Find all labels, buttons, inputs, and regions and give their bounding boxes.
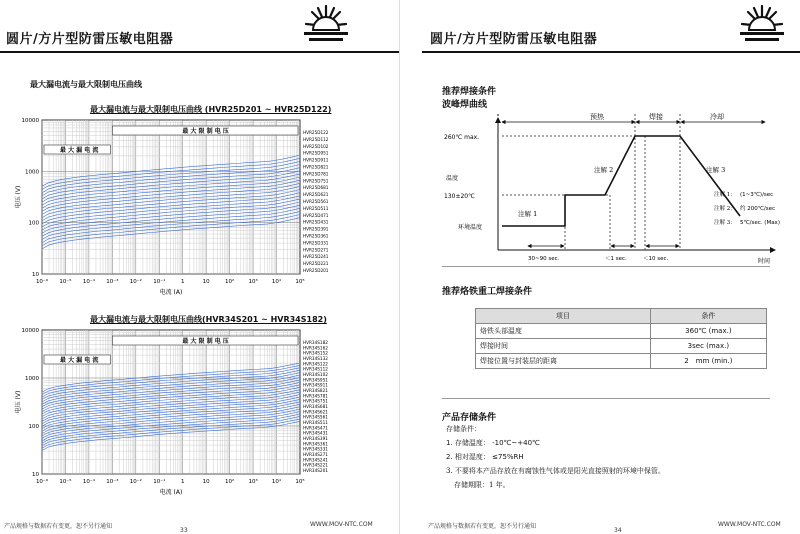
storage-title: 产品存储条件 — [442, 413, 497, 423]
curve-model-label: HVR34S751 — [303, 398, 328, 404]
x-tick-label: 10⁻⁴ — [82, 479, 95, 485]
curve-model-label: HVR34S162 — [303, 345, 328, 351]
curve-model-label: HVR34S241 — [303, 457, 328, 463]
curve-model-label: HVR25D102 — [303, 143, 329, 149]
leakage-current-label: 最 大 漏 电 流 — [60, 357, 99, 364]
curve-model-label: HVR34S561 — [303, 414, 328, 420]
x-tick-label: 10⁻⁴ — [82, 279, 95, 285]
curve-model-label: HVR34S132 — [303, 356, 328, 361]
duration1-label: 30~90 sec. — [528, 256, 560, 262]
phase-cool-label: 冷却 — [710, 113, 724, 121]
footer-disclaimer: 产品规格与数据若有变更，恕不另行通知 — [4, 523, 113, 530]
x-tick-label: 10⁵ — [295, 279, 305, 285]
clamp-voltage-label: 最 大 限 制 电 压 — [182, 128, 229, 135]
storage-temp: 1. 存储温度： -10℃~+40℃ — [446, 439, 540, 447]
curve-model-label: HVR34S951 — [303, 377, 328, 383]
x-tick-label: 10⁴ — [271, 279, 282, 285]
x-tick-label: 10⁻¹ — [153, 279, 166, 285]
footer-disclaimer: 产品规格与数据若有变更，恕不另行通知 — [428, 523, 537, 530]
temp-axis-label: 温度 — [446, 175, 459, 182]
note3-label: 注解 3 — [706, 166, 726, 174]
x-tick-label: 10⁻² — [129, 479, 142, 485]
vi-curve-chart-hvr34s — [0, 322, 380, 500]
curve-model-label: HVR34S182 — [303, 340, 328, 345]
phase-preheat-label: 预热 — [590, 113, 604, 121]
ambient-temp-label: 环境温度 — [458, 224, 483, 231]
footer-website: WWW.MOV-NTC.COM — [718, 521, 781, 528]
curve-model-label: HVR25D122 — [303, 130, 329, 135]
y-tick-label: 100 — [28, 220, 39, 227]
curve-model-label: HVR25D681 — [303, 185, 329, 191]
storage-period: 存储期限：1 年。 — [454, 481, 510, 489]
chart2-title: 最大漏电流与最大限制电压曲线(HVR34S201 ~ HVR34S182) — [90, 315, 327, 324]
legend-note2-label: 注解 2： — [714, 206, 736, 212]
x-tick-label: 10⁻⁵ — [59, 279, 72, 285]
curve-model-label: HVR34S471 — [303, 425, 328, 431]
solder-title: 推荐焊接条件 — [442, 87, 497, 97]
plot-frame — [42, 120, 300, 274]
curve-model-label: HVR25D751 — [303, 178, 329, 184]
curve-model-label: HVR34S122 — [303, 361, 328, 367]
legend-note3-value: 5℃/sec. (Max) — [740, 220, 780, 226]
curve-model-label: HVR34S681 — [303, 404, 328, 409]
legend-note3-label: 注解 3： — [714, 220, 736, 226]
vi-curve-chart-hvr25d — [0, 112, 380, 300]
iron-solder-title: 推荐烙铁重工焊接条件 — [442, 287, 533, 297]
table-cell-condition: 2 mm (min.) — [650, 354, 766, 369]
table-header-item: 项目 — [476, 309, 651, 324]
x-tick-label: 1 — [180, 279, 185, 285]
y-tick-label: 1000 — [25, 376, 39, 382]
chart1-title: 最大漏电流与最大限制电压曲线 (HVR25D201 ~ HVR25D122) — [90, 105, 332, 114]
wave-solder-profile-diagram — [440, 108, 780, 268]
storage-note: 3. 不要将本产品存放在有腐蚀性气体或是阳光直接照射的环境中保管。 — [446, 467, 665, 475]
page-header-title: 圆片/方片型防雷压敏电阻器 — [6, 32, 174, 47]
header-rule — [0, 51, 400, 53]
page-header-title: 圆片/方片型防雷压敏电阻器 — [430, 32, 598, 47]
x-tick-label: 10² — [225, 479, 235, 485]
duration2-label: ＜1 sec. — [605, 256, 627, 262]
curve-model-label: HVR25D391 — [303, 226, 329, 232]
table-cell-item: 焊接位置与封装层的距离 — [476, 354, 651, 369]
x-tick-label: 1 — [180, 479, 185, 485]
curve-model-label: HVR25D821 — [303, 164, 329, 170]
y-tick-label: 1000 — [25, 169, 39, 176]
table-header-condition: 条件 — [650, 309, 766, 324]
x-tick-label: 10⁴ — [271, 479, 282, 485]
curve-model-label: HVR34S511 — [303, 420, 328, 425]
clamp-voltage-label: 最 大 限 制 电 压 — [182, 338, 229, 345]
divider-rule — [442, 398, 770, 399]
legend-note1-label: 注解 1： — [714, 192, 736, 198]
curve-model-label: HVR34S221 — [303, 462, 328, 468]
sun-logo-icon — [304, 2, 348, 46]
divider-rule — [442, 266, 770, 267]
page-number: 34 — [614, 527, 622, 534]
curve-model-label: HVR25D221 — [303, 261, 329, 267]
table-row — [476, 354, 767, 369]
table-row — [476, 324, 767, 339]
page-number: 33 — [180, 527, 188, 534]
page-34 — [400, 0, 800, 534]
curve-model-label: HVR25D511 — [303, 205, 329, 211]
x-tick-label: 10³ — [248, 279, 258, 285]
y-tick-label: 10000 — [21, 118, 39, 124]
curve-model-label: HVR34S781 — [303, 393, 328, 399]
curve-model-label: HVR25D331 — [303, 240, 329, 246]
y-tick-label: 100 — [28, 424, 39, 430]
table-row — [476, 339, 767, 354]
iron-solder-table — [475, 308, 767, 369]
curve-model-label: HVR25D431 — [303, 219, 329, 225]
curve-model-label: HVR34S102 — [303, 372, 328, 377]
table-cell-item: 烙铁头部温度 — [476, 324, 651, 339]
table-cell-item: 焊接时间 — [476, 339, 651, 354]
x-tick-label: 10⁻⁵ — [59, 479, 72, 485]
storage-humidity: 2. 相对湿度： ≤75%RH — [446, 453, 524, 461]
storage-intro: 存储条件： — [446, 425, 481, 433]
curve-model-label: HVR25D471 — [303, 212, 329, 218]
wave-solder-title: 波峰焊曲线 — [442, 100, 488, 110]
x-tick-label: 10 — [202, 479, 210, 485]
preheat-temp-label: 130±20℃ — [444, 193, 475, 200]
x-tick-label: 10⁻³ — [106, 479, 119, 485]
curve-model-label: HVR34S201 — [303, 468, 328, 473]
y-axis-label: 电压 (V) — [15, 390, 22, 414]
curve-model-label: HVR25D911 — [303, 157, 329, 163]
note2-label: 注解 2 — [594, 166, 614, 174]
curve-model-label: HVR34S391 — [303, 436, 328, 441]
x-tick-label: 10⁵ — [295, 479, 305, 485]
curve-model-label: HVR25D271 — [303, 247, 329, 253]
curve-model-label: HVR25D781 — [303, 171, 329, 177]
x-tick-label: 10⁻⁶ — [35, 479, 49, 485]
curve-model-label: HVR25D561 — [303, 199, 329, 204]
x-axis-label: 电流 (A) — [159, 489, 183, 496]
curve-model-label: HVR25D621 — [303, 192, 329, 198]
curve-model-label: HVR34S152 — [303, 350, 328, 356]
x-tick-label: 10⁻⁶ — [35, 279, 49, 285]
header-rule — [422, 51, 800, 53]
legend-note1-value: (1~3℃)/sec — [740, 192, 774, 198]
table-cell-condition: 360℃ (max.) — [650, 324, 766, 339]
x-tick-label: 10⁻¹ — [153, 479, 166, 485]
legend-note2-value: 约 200℃/sec — [740, 206, 776, 212]
curve-model-label: HVR25D951 — [303, 150, 329, 156]
curve-model-label: HVR34S621 — [303, 409, 328, 415]
time-axis-label: 时间 — [758, 258, 771, 265]
note1-label: 注解 1 — [518, 210, 538, 218]
y-tick-label: 10 — [32, 472, 39, 478]
x-tick-label: 10⁻³ — [106, 279, 119, 285]
curve-model-label: HVR34S361 — [303, 441, 328, 447]
curve-model-label: HVR34S821 — [303, 388, 328, 393]
x-tick-label: 10² — [225, 279, 235, 285]
phase-solder-label: 焊接 — [649, 113, 663, 121]
curve-model-label: HVR25D241 — [303, 254, 329, 260]
curve-model-label: HVR25D361 — [303, 233, 329, 239]
peak-temp-label: 260℃ max. — [444, 134, 480, 141]
footer-website: WWW.MOV-NTC.COM — [310, 521, 373, 528]
sun-logo-icon — [740, 2, 784, 46]
leakage-current-label: 最 大 漏 电 流 — [60, 147, 99, 154]
x-tick-label: 10 — [202, 279, 210, 285]
curve-model-label: HVR25D201 — [303, 268, 329, 273]
x-tick-label: 10⁻² — [129, 279, 142, 285]
curve-model-label: HVR34S431 — [303, 430, 328, 436]
curve-model-label: HVR25D112 — [303, 136, 329, 142]
curve-model-label: HVR34S112 — [303, 366, 328, 372]
curve-model-label: HVR34S331 — [303, 446, 328, 452]
x-axis-label: 电流 (A) — [159, 289, 183, 296]
duration3-label: ＜10 sec. — [643, 256, 669, 262]
section-title: 最大漏电流与最大限制电压曲线 — [30, 80, 142, 89]
y-tick-label: 10000 — [21, 328, 39, 334]
y-tick-label: 10 — [32, 272, 39, 278]
curve-model-label: HVR34S911 — [303, 382, 328, 388]
table-cell-condition: 3sec (max.) — [650, 339, 766, 354]
curve-model-label: HVR34S271 — [303, 452, 328, 457]
x-tick-label: 10³ — [248, 479, 258, 485]
y-axis-label: 电压 (V) — [15, 185, 22, 209]
